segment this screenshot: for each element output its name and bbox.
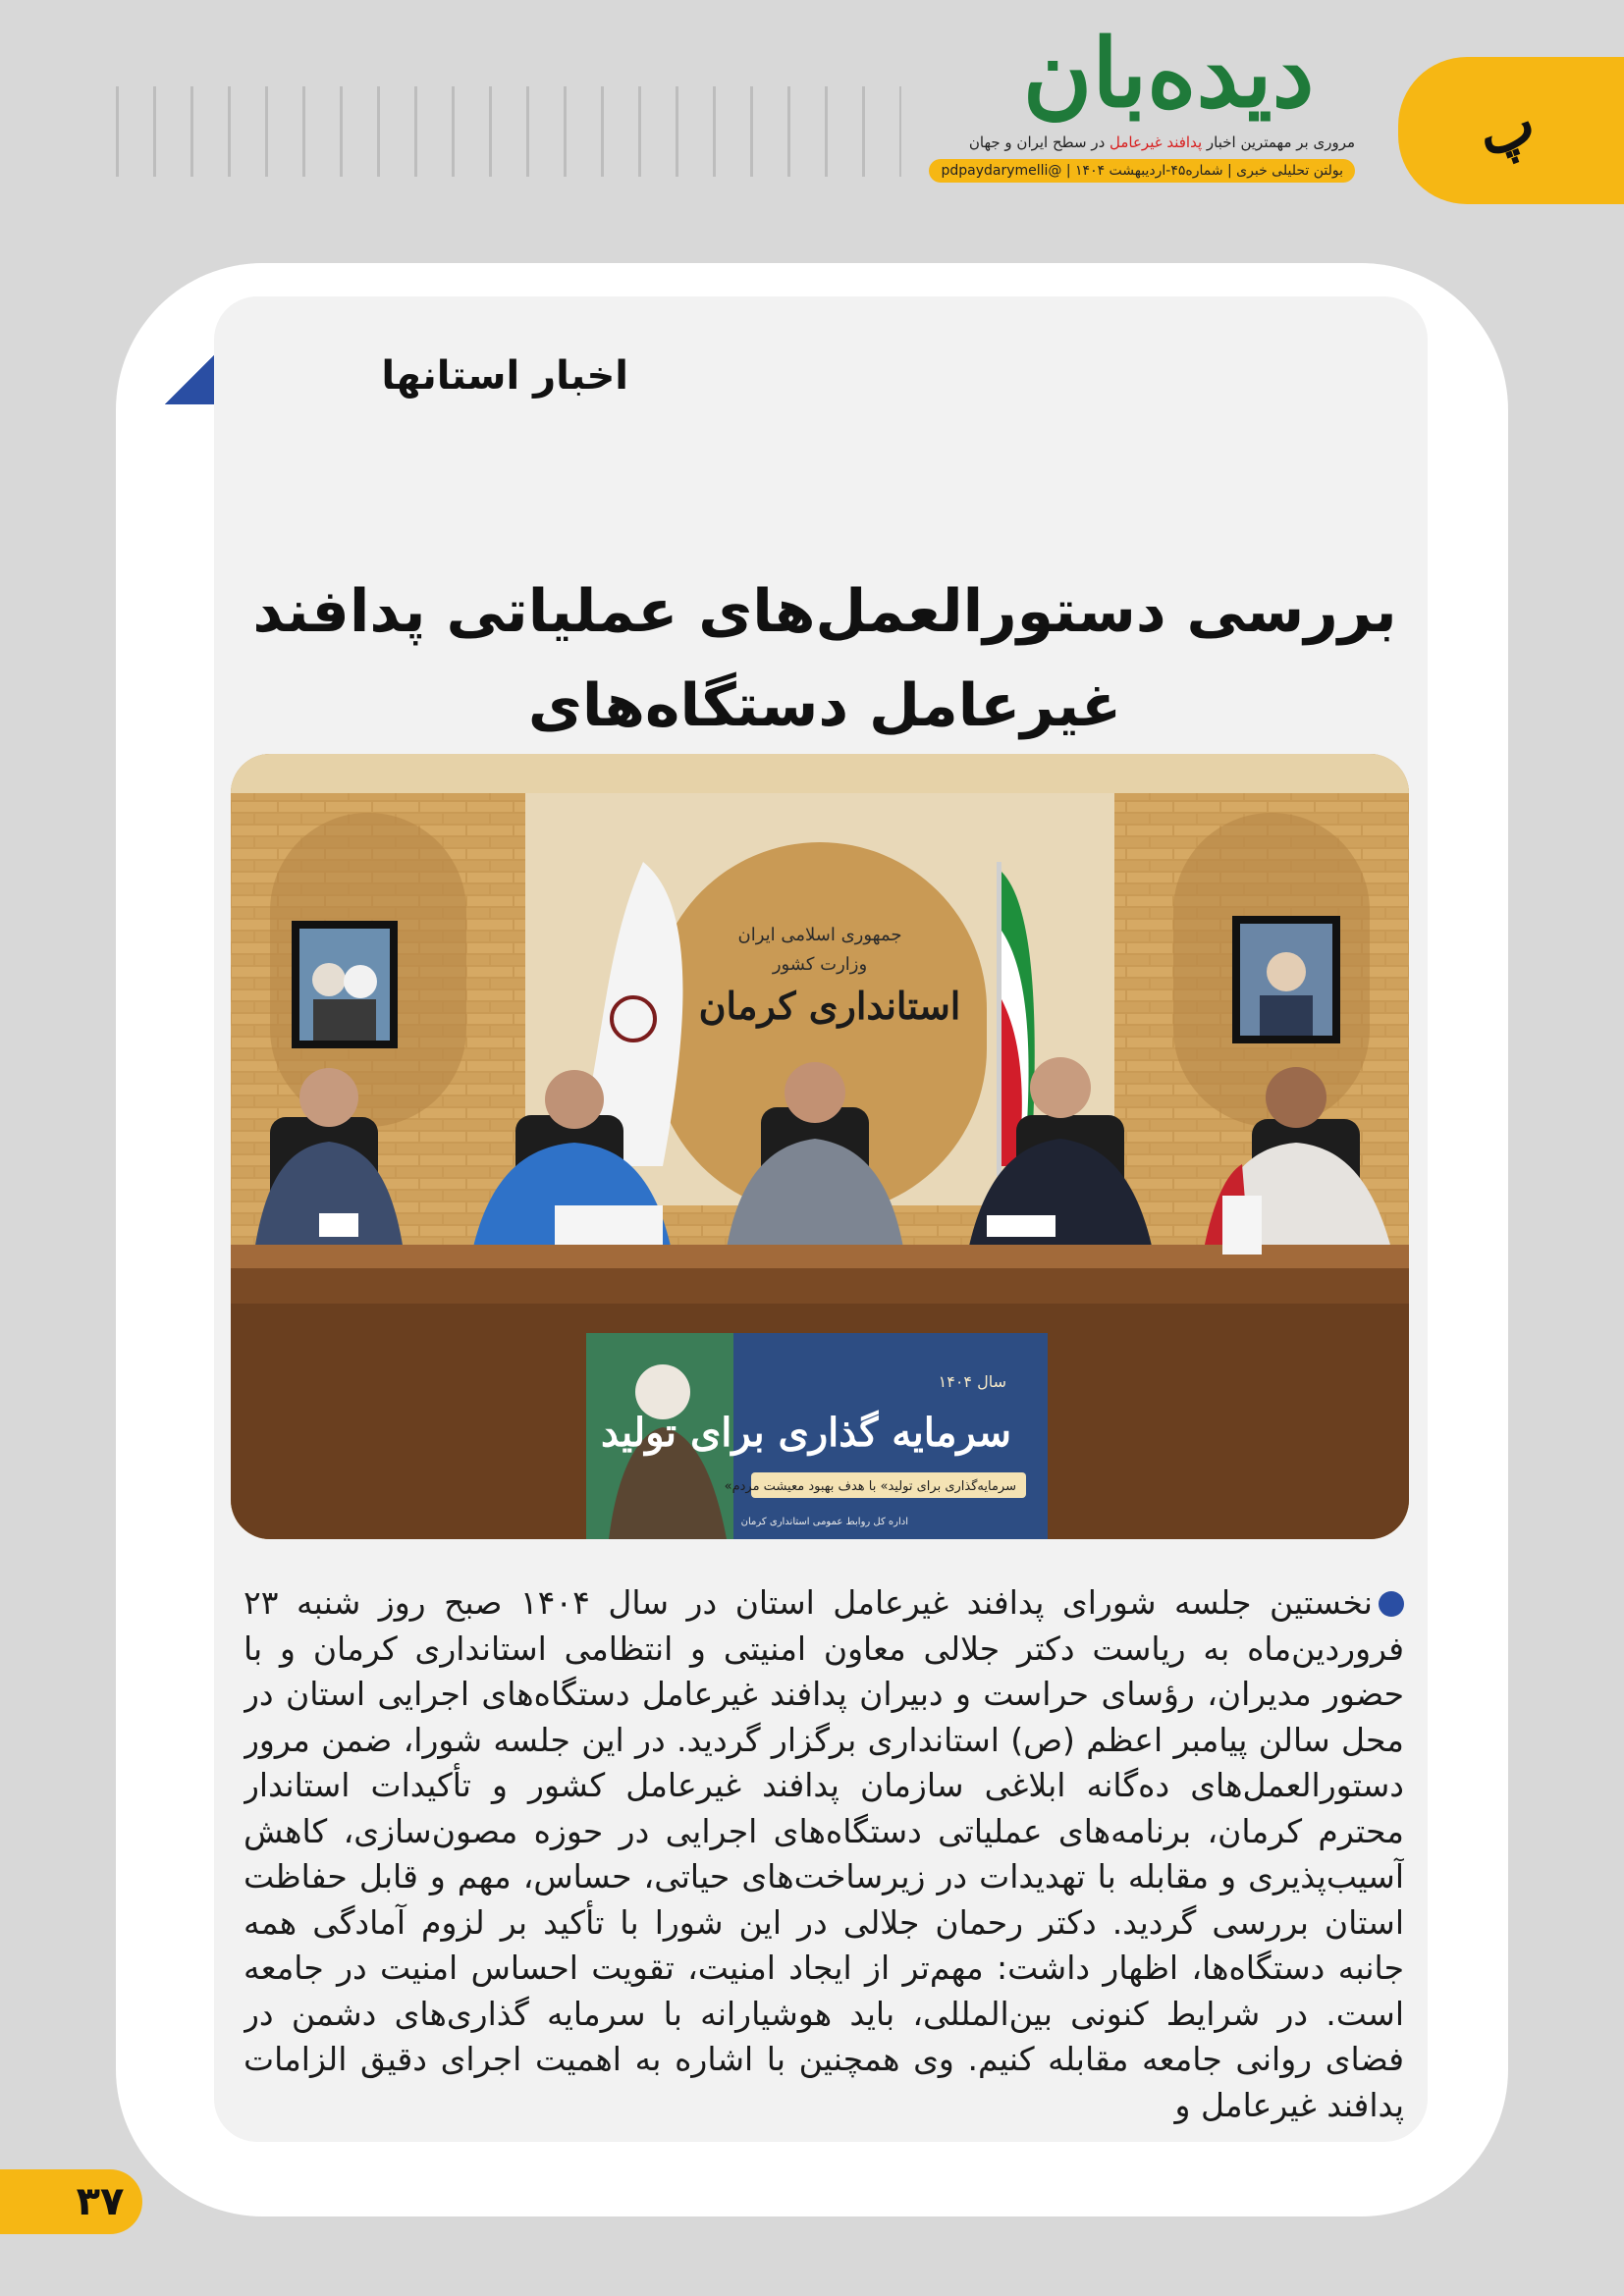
wall-sign-line: جمهوری اسلامی ایران — [737, 925, 902, 945]
banner-credit: اداره کل روابط عمومی استانداری کرمان — [740, 1517, 908, 1527]
brand-logo: دیده‌بان — [1022, 18, 1315, 129]
page-number: ۳۷ — [76, 2179, 125, 2224]
publisher-logo — [1398, 57, 1624, 204]
portrait-frame-right — [1232, 916, 1340, 1043]
section-flag-icon — [165, 355, 214, 404]
issue-info: بولتن تحلیلی خبری | شماره۴۵-اردیبهشت ۱۴۰۴ | @pdpaydarymelli — [929, 159, 1355, 183]
tagline-highlight: پدافند غیرعامل — [1110, 133, 1203, 151]
publisher-logo-mark: پ — [1468, 87, 1544, 172]
portrait-frame-left — [292, 921, 398, 1048]
masthead-tagline — [968, 133, 1355, 151]
banner-subtitle: «سرمایه‌گذاری برای تولید» با هدف بهبود معیشت مردم — [724, 1479, 1016, 1494]
tagline-part: مروری بر مهمترین اخبار — [1202, 133, 1355, 151]
masthead — [941, 18, 1355, 183]
banner-title: سرمایه گذاری برای تولید — [600, 1410, 1011, 1456]
meeting-photo-illustration — [231, 754, 1409, 1539]
meeting-photo — [231, 754, 1409, 1539]
bullet-icon — [1379, 1591, 1404, 1617]
decorative-stripes — [116, 86, 901, 177]
section-title: اخبار استانها — [381, 353, 628, 399]
wall-sign-title: استانداری کرمان — [698, 984, 961, 1028]
article-body-text: نخستین جلسه شورای پدافند غیرعامل استان در سال ۱۴۰۴ صبح روز شنبه ۲۳ فروردین‌ماه به ریاست دکتر جلالی معاون امنیتی و انتظامی استانداری کرمان و با حضور مدیران، رؤسای حراست و دبیران پدافند غیرعامل دستگاه‌های اجرایی استان در محل سالن پیامبر اعظم (ص) استانداری برگزار گردید. در این جلسه شورا، ضمن مرور دستورالعمل‌های ده‌گانه ابلاغی سازمان پدافند غیرعامل کشور و تأکیدات استاندار محترم کرمان، برنامه‌های عملیاتی دستگاه‌های اجرایی در حوزه مصون‌سازی، کاهش آسیب‌پذیری و مقابله با تهدیدات در زیرساخت‌های حیاتی، حساس، مهم و قابل حفاظت استان بررسی گردید. دکتر رحمان جلالی در این شورا با تأکید بر لزوم آمادگی همه جانبه دستگاه‌ها، اظهار داشت: مهم‌تر از ایجاد امنیت، تقویت احساس امنیت در جامعه است. در شرایط کنونی بین‌المللی، باید هوشیارانه با سرمایه گذاری‌های دشمن در فضای روانی جامعه مقابله کنیم. وی همچنین با اشاره به اهمیت اجرای دقیق الزامات پدافند غیرعامل و — [244, 1583, 1404, 2124]
wall-sign-line: وزارت کشور — [772, 954, 868, 975]
tagline-part: در سطح ایران و جهان — [968, 133, 1110, 151]
headline-line: بررسی دستورالعمل‌های عملیاتی پدافند غیرعامل دستگاه‌های — [252, 577, 1397, 740]
article-body — [244, 1580, 1404, 2130]
banner-year: سال ۱۴۰۴ — [938, 1372, 1006, 1391]
slogan-banner — [586, 1333, 1048, 1539]
